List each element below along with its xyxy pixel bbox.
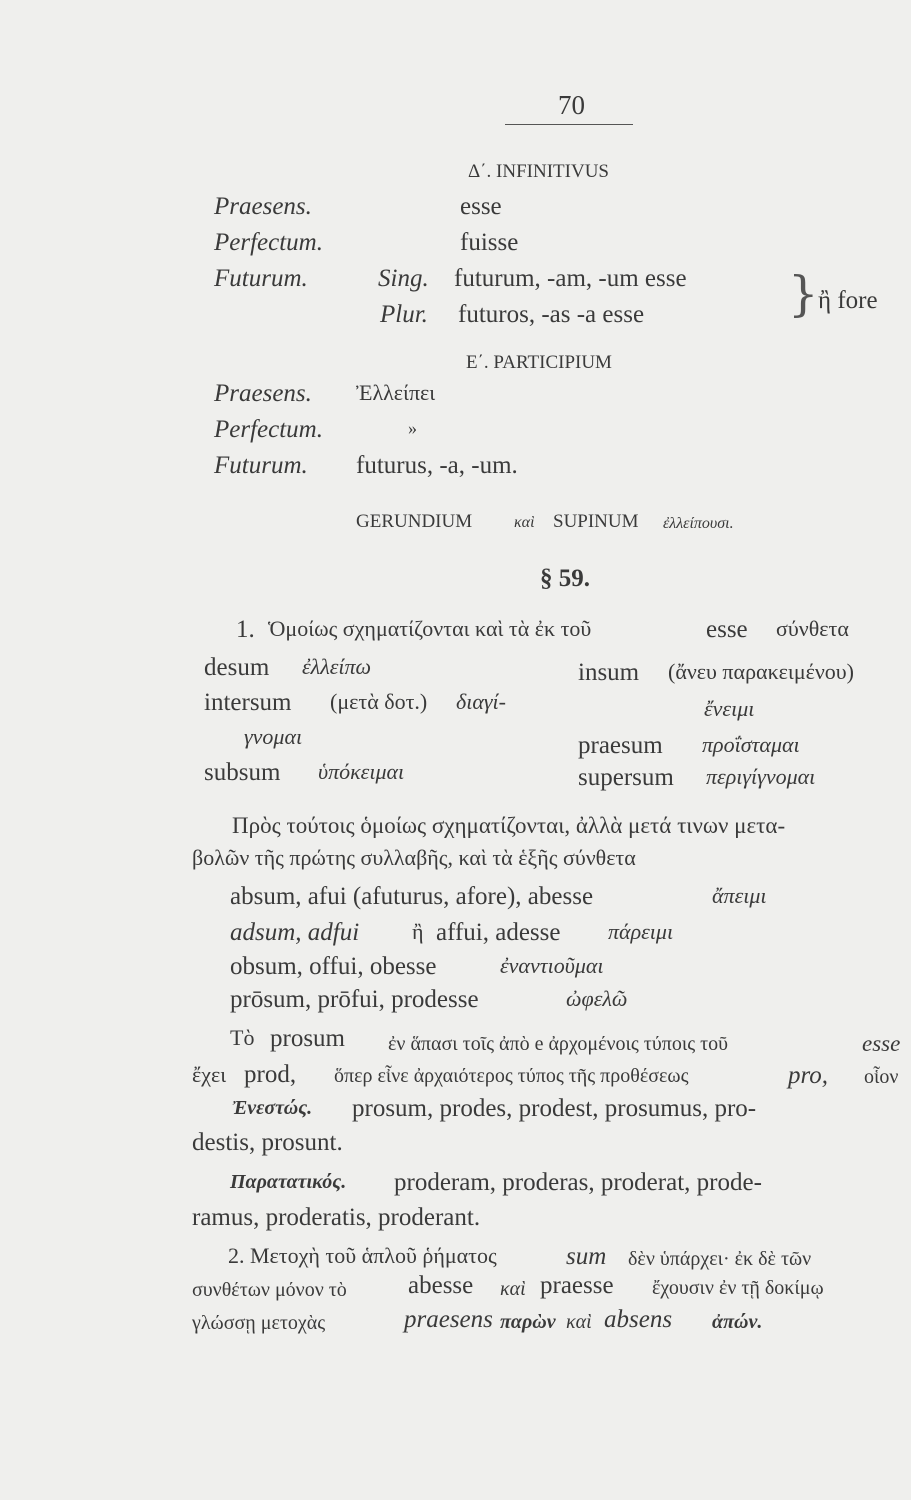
page-number-rule (505, 124, 633, 125)
point1-esse: esse (706, 616, 748, 643)
paratatikos-line1: proderam, proderas, proderat, prode- (394, 1169, 762, 1196)
inf-futurum-label: Futurum. (214, 265, 308, 292)
compound-praesum: praesum (578, 732, 663, 759)
compound-insum: insum (578, 659, 640, 686)
point2-line1-c: δὲν ὑπάρχει· ἐκ δὲ τῶν (628, 1248, 812, 1270)
verb-absum-gr: ἄπειμι (712, 883, 767, 908)
fore-text: ἢ fore (818, 287, 878, 314)
verb-absum: absum, afui (afuturus, afore), abesse (230, 883, 594, 910)
inf-praesens-value: esse (460, 193, 502, 220)
compound-desum: desum (204, 654, 270, 681)
section-e-heading: Ε΄. PARTICIPIUM (466, 352, 612, 373)
prosum-p-line2-a: ἔχει (192, 1062, 227, 1087)
compound-supersum: supersum (578, 764, 674, 791)
prosum-p-line2-d: pro, (788, 1062, 829, 1089)
point2-line3-b: praesens (404, 1306, 493, 1333)
inf-plur-label: Plur. (380, 301, 428, 328)
point2-line1-a: 2. Μετοχὴ τοῦ ἁπλοῦ ῥήματος (228, 1243, 497, 1268)
point1-syntheta: σύνθετα (776, 616, 849, 641)
compound-intersum-gr2: γνομαι (244, 724, 303, 749)
part-praesens-value: Ἐλλείπει (356, 380, 436, 405)
inf-sing-label: Sing. (378, 265, 429, 292)
compound-subsum-gr: ὑπόκειμαι (318, 759, 405, 784)
enestos-line2: destis, prosunt. (192, 1129, 343, 1156)
part-praesens-label: Praesens. (214, 380, 312, 407)
prosum-p-line2-b: prod, (244, 1061, 297, 1088)
paratatikos-label: Παρατατικός. (230, 1171, 347, 1193)
inf-perfectum-value: fuisse (460, 229, 519, 256)
compound-intersum: intersum (204, 689, 292, 716)
gerundium-label: GERUNDIUM (356, 511, 473, 532)
gerundium-kai: καὶ (514, 514, 535, 531)
verb-adsum-b: affui, adesse (436, 919, 561, 946)
verb-adsum-a: adsum, adfui (230, 919, 360, 946)
verb-prosum-gr: ὠφελῶ (566, 986, 628, 1011)
prosum-p-line2-e: οἷον (864, 1066, 899, 1088)
inf-plur-value: futuros, -as -a esse (458, 301, 645, 328)
supinum-label: SUPINUM (553, 511, 639, 532)
verb-adsum-e: ἢ (412, 919, 424, 944)
enestos-label: Ἐνεστώς. (232, 1097, 313, 1119)
inf-praesens-label: Praesens. (214, 193, 312, 220)
part-perfectum-label: Perfectum. (214, 416, 323, 443)
point2-line3-f: ἀπών. (712, 1311, 763, 1333)
compound-desum-gr: ἐλλείπω (302, 654, 372, 679)
prosum-p-line1-c: ἐν ἅπασι τοῖς ἀπὸ e ἀρχομένοις τύποις τοῦ (388, 1033, 729, 1055)
point2-line2-a: συνθέτων μόνον τὸ (192, 1279, 347, 1301)
inf-sing-value: futurum, -am, -um esse (454, 265, 687, 292)
verb-obsum: obsum, offui, obesse (230, 953, 437, 980)
prosum-p-line1-b: prosum (270, 1025, 345, 1052)
compound-intersum-note: (μετὰ δοτ.) (330, 689, 428, 714)
part-perfectum-value: » (408, 418, 417, 438)
section-d-heading: Δ΄. INFINITIVUS (468, 161, 609, 182)
pros-toutois-line1: Πρὸς τούτοις ὁμοίως σχηματίζονται, ἀλλὰ μετά τινων μετα- (232, 813, 786, 838)
compound-intersum-gr: διαγί- (456, 689, 506, 714)
point2-line3-c: παρὼν (500, 1311, 556, 1333)
gerundium-elleipousi: ἐλλείπουσι. (663, 515, 734, 532)
page-number: 70 (558, 90, 585, 120)
point2-line3-e: absens (604, 1306, 673, 1333)
compound-praesum-gr: προΐσταμαι (702, 732, 800, 757)
point1-number: 1. (236, 616, 255, 643)
part-futurum-label: Futurum. (214, 452, 308, 479)
enestos-line1: prosum, prodes, prodest, prosumus, pro- (352, 1095, 757, 1122)
point2-line2-c: καὶ (500, 1278, 526, 1300)
point2-line3-a: γλώσσῃ μετοχὰς (192, 1312, 326, 1334)
verb-adsum-gr: πάρειμι (608, 919, 674, 944)
paragraph-marker: § 59. (540, 565, 590, 592)
point2-line3-d: καὶ (566, 1311, 592, 1333)
pros-toutois-line2: βολῶν τῆς πρώτης συλλαβῆς, καὶ τὰ ἑξῆς σύνθετα (192, 845, 636, 870)
point1-text: Ὁμοίως σχηματίζονται καὶ τὰ ἐκ τοῦ (268, 616, 592, 641)
part-futurum-value: futurus, -a, -um. (356, 452, 518, 479)
prosum-p-line1-a: Τὸ (230, 1025, 255, 1050)
point2-line2-e: ἔχουσιν ἐν τῇ δοκίμῳ (652, 1277, 824, 1299)
point2-line2-d: praesse (540, 1272, 614, 1299)
compound-supersum-gr: περιγίγνομαι (706, 764, 816, 789)
compound-subsum: subsum (204, 759, 281, 786)
inf-perfectum-label: Perfectum. (214, 229, 323, 256)
right-brace: } (788, 266, 819, 322)
verb-prosum: prōsum, prōfui, prodesse (230, 986, 479, 1013)
point2-line2-b: abesse (408, 1272, 474, 1299)
verb-obsum-gr: ἐναντιοῦμαι (500, 953, 604, 978)
compound-insum-note: (ἄνευ παρακειμένου) (668, 659, 855, 684)
compound-insum-gr: ἔνειμι (704, 696, 755, 721)
prosum-p-line1-d: esse (862, 1031, 901, 1056)
prosum-p-line2-c: ὅπερ εἶνε ἀρχαιότερος τύπος τῆς προθέσεως (334, 1065, 689, 1087)
paratatikos-line2: ramus, proderatis, proderant. (192, 1204, 481, 1231)
point2-line1-b: sum (566, 1243, 607, 1270)
